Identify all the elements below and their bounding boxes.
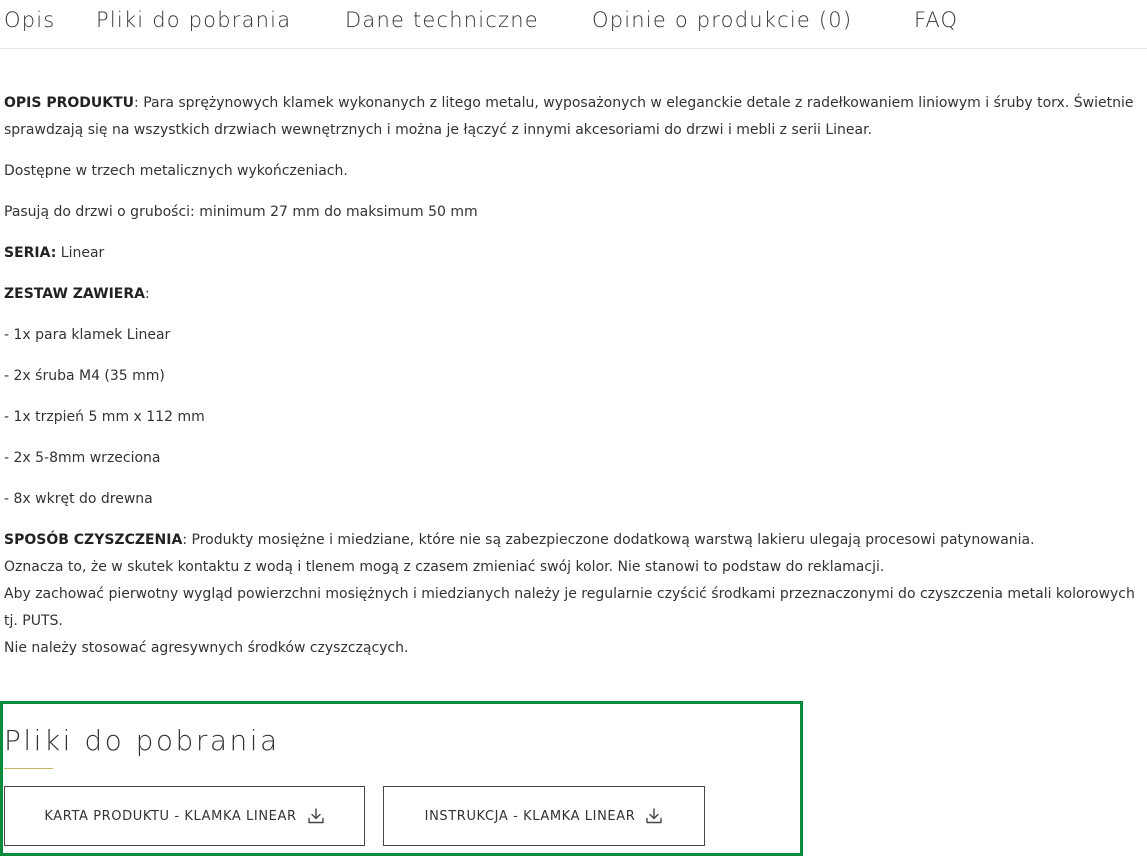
list-item: - 2x śruba M4 (35 mm)	[4, 368, 165, 384]
seria-label: SERIA:	[4, 245, 57, 261]
opis-label: OPIS PRODUKTU	[4, 95, 135, 111]
tab-opis[interactable]: Opis	[4, 8, 56, 32]
download-product-card-button[interactable]	[4, 786, 365, 846]
download-icon	[645, 807, 663, 825]
seria-value: Linear	[56, 245, 105, 261]
title-underline	[4, 768, 53, 769]
download-button-label: KARTA PRODUKTU - KLAMKA LINEAR	[44, 808, 297, 824]
tab-faq[interactable]: FAQ	[914, 8, 959, 32]
product-tabs	[0, 0, 1147, 49]
seria-paragraph	[4, 240, 1142, 267]
thickness-text: Pasują do drzwi o grubości: minimum 27 mm do maksimum 50 mm	[4, 204, 478, 220]
downloads-section	[0, 701, 803, 856]
list-item: - 8x wkręt do drewna	[4, 491, 153, 507]
finishes-text: Dostępne w trzech metalicznych wykończeniach.	[4, 163, 348, 179]
description-paragraph	[4, 90, 1142, 144]
download-icon	[307, 807, 325, 825]
tab-opinie[interactable]: Opinie o produkcie (0)	[592, 8, 853, 32]
zestaw-paragraph	[4, 281, 1142, 308]
cleaning-line-1: : Produkty mosiężne i miedziane, które nie są zabezpieczone dodatkową warstwą lakieru ulegają procesowi patynowania.	[182, 532, 1035, 548]
opis-text: : Para sprężynowych klamek wykonanych z litego metalu, wyposażonych w eleganckie detale z radełkowaniem liniowym i śruby torx. Świetnie sprawdzają się na wszystkich drzwiach wewnętrznych i można je łączyć z innymi akcesoriami do drzwi i mebli z serii Linear.	[4, 95, 1134, 138]
tab-dane-techniczne[interactable]: Dane techniczne	[345, 8, 539, 32]
downloads-title: Pliki do pobrania	[4, 724, 280, 757]
list-item: - 1x trzpień 5 mm x 112 mm	[4, 409, 205, 425]
product-description	[4, 90, 1142, 662]
cleaning-label: SPOSÓB CZYSZCZENIA	[4, 532, 183, 548]
list-item: - 2x 5-8mm wrzeciona	[4, 450, 161, 466]
zestaw-label: ZESTAW ZAWIERA	[4, 286, 145, 302]
download-instruction-button[interactable]	[383, 786, 705, 846]
cleaning-line-4: Nie należy stosować agresywnych środków czyszczących.	[4, 640, 409, 656]
tab-pliki-do-pobrania[interactable]: Pliki do pobrania	[96, 8, 292, 32]
cleaning-paragraph	[4, 527, 1142, 662]
download-button-label: INSTRUKCJA - KLAMKA LINEAR	[424, 808, 636, 824]
zestaw-colon: :	[144, 286, 150, 302]
cleaning-line-3: Aby zachować pierwotny wygląd powierzchni mosiężnych i miedzianych należy je regularnie czyścić środkami przeznaczonymi do czyszczenia metali kolorowych tj. PUTS.	[4, 586, 1135, 629]
cleaning-line-2: Oznacza to, że w skutek kontaktu z wodą i tlenem mogą z czasem zmieniać swój kolor. Nie stanowi to podstaw do reklamacji.	[4, 559, 885, 575]
list-item: - 1x para klamek Linear	[4, 327, 171, 343]
